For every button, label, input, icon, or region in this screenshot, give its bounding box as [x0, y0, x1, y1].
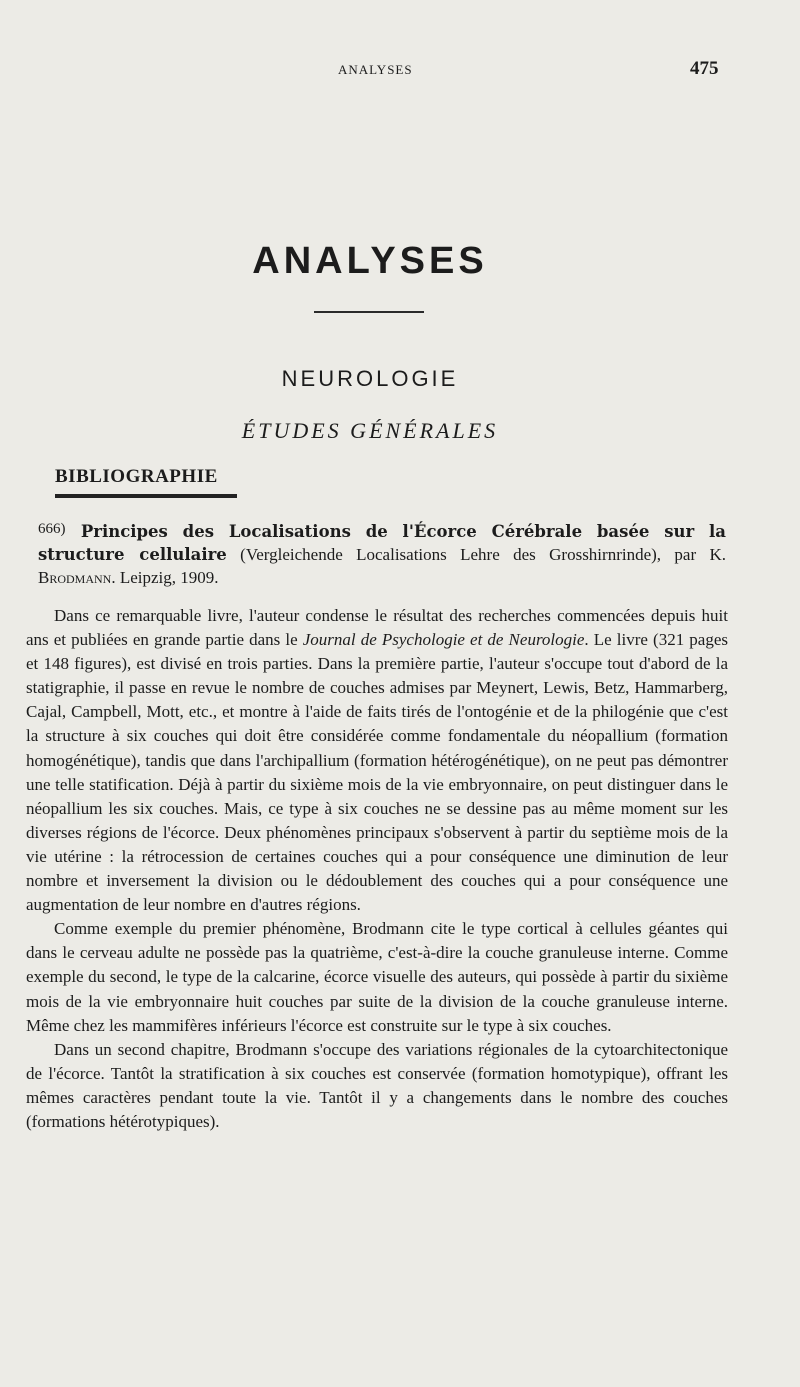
paragraph-3: Dans un second chapitre, Brodmann s'occupe des variations régionales de la cytoarchitectonique de l'écorce. Tantôt la stratification à six couches est conservée (formation homotypique), offrant les mêmes caractères pendant toute la vie. Tantôt il y a changements dans le nombre des couches (formations hétérotypiques).	[26, 1039, 728, 1131]
paragraph-1	[26, 604, 728, 917]
running-title: ANALYSES	[338, 62, 413, 77]
bibliography-rule	[55, 494, 237, 498]
entry-number: 666)	[38, 521, 66, 537]
journal-name: Journal de Psychologie et de Neurologie	[302, 630, 585, 650]
paragraph-2: Comme exemple du premier phénomène, Brodmann cite le type cortical à cellules géantes qui dans le cerveau adulte ne possède pas la quatrième, c'est-à-dire la couche granuleuse interne. Comme exemple du second, le type de la calcarine, écorce visuelle des auteurs, qui possède à partir du sixième mois de la vie embryonnaire huit couches par suite de la division de la couche granuleuse interne. Même chez les mammifères inférieurs l'écorce est construite sur le type à six couches.	[26, 919, 728, 1035]
entry-author: Brodmann	[38, 568, 112, 587]
subsection-title: ÉTUDES GÉNÉRALES	[241, 418, 499, 443]
title-rule	[314, 311, 424, 313]
entry-title: Principes des Localisations de l'Écorce Cérébrale basée sur la structure cellulaire	[38, 522, 727, 564]
entry-german-title: (Vergleichende Localisations Lehre des Grosshirnrinde),	[226, 545, 662, 564]
section-title: NEUROLOGIE	[281, 366, 459, 391]
body-text	[26, 604, 728, 1134]
paragraph-1-part-a: Dans ce remarquable livre, l'auteur condense le résultat des recherches commencées depuis huit ans et publiées en grande partie dans le	[26, 606, 728, 650]
bibliography-heading: BIBLIOGRAPHIE	[55, 466, 218, 487]
paragraph-1-part-b: . Le livre (321 pages et 148 figures), est divisé en trois parties. Dans la première partie, l'auteur s'occupe tout d'abord de la statigraphie, il passe en revue le nombre de couches admises par Meynert, Lewis, Betz, Hammarberg, Cajal, Campbell, Mott, etc., et montre à l'aide de faits tirés de l'ontogénie et de la philogénie que c'est la structure à six couches qui doit être considérée comme fondamentale du néopallium (formation homogénétique), tandis que dans l'archipallium (formation hétérogénétique), on ne peut pas démontrer une telle statification. Déjà à partir du sixième mois de la vie embryonnaire, on peut distinguer dans le néopallium les six couches. Mais, ce type à six couches ne se dessine pas au même moment sur les diverses régions de l'écorce. Deux phénomènes principaux s'observent à partir du septième mois de la vie utérine : la rétrocession de certaines couches qui a pour conséquence une diminution de leur nombre et inversement la division ou le dédoublement des couches qui a pour conséquence une augmentation de leur nombre en d'autres régions.	[26, 630, 728, 915]
entry-heading	[38, 518, 726, 589]
page-number: 475	[690, 58, 719, 79]
entry-place-year: . Leipzig, 1909.	[111, 568, 219, 587]
entry-by: par K.	[661, 545, 727, 564]
main-title: ANALYSES	[252, 240, 488, 282]
